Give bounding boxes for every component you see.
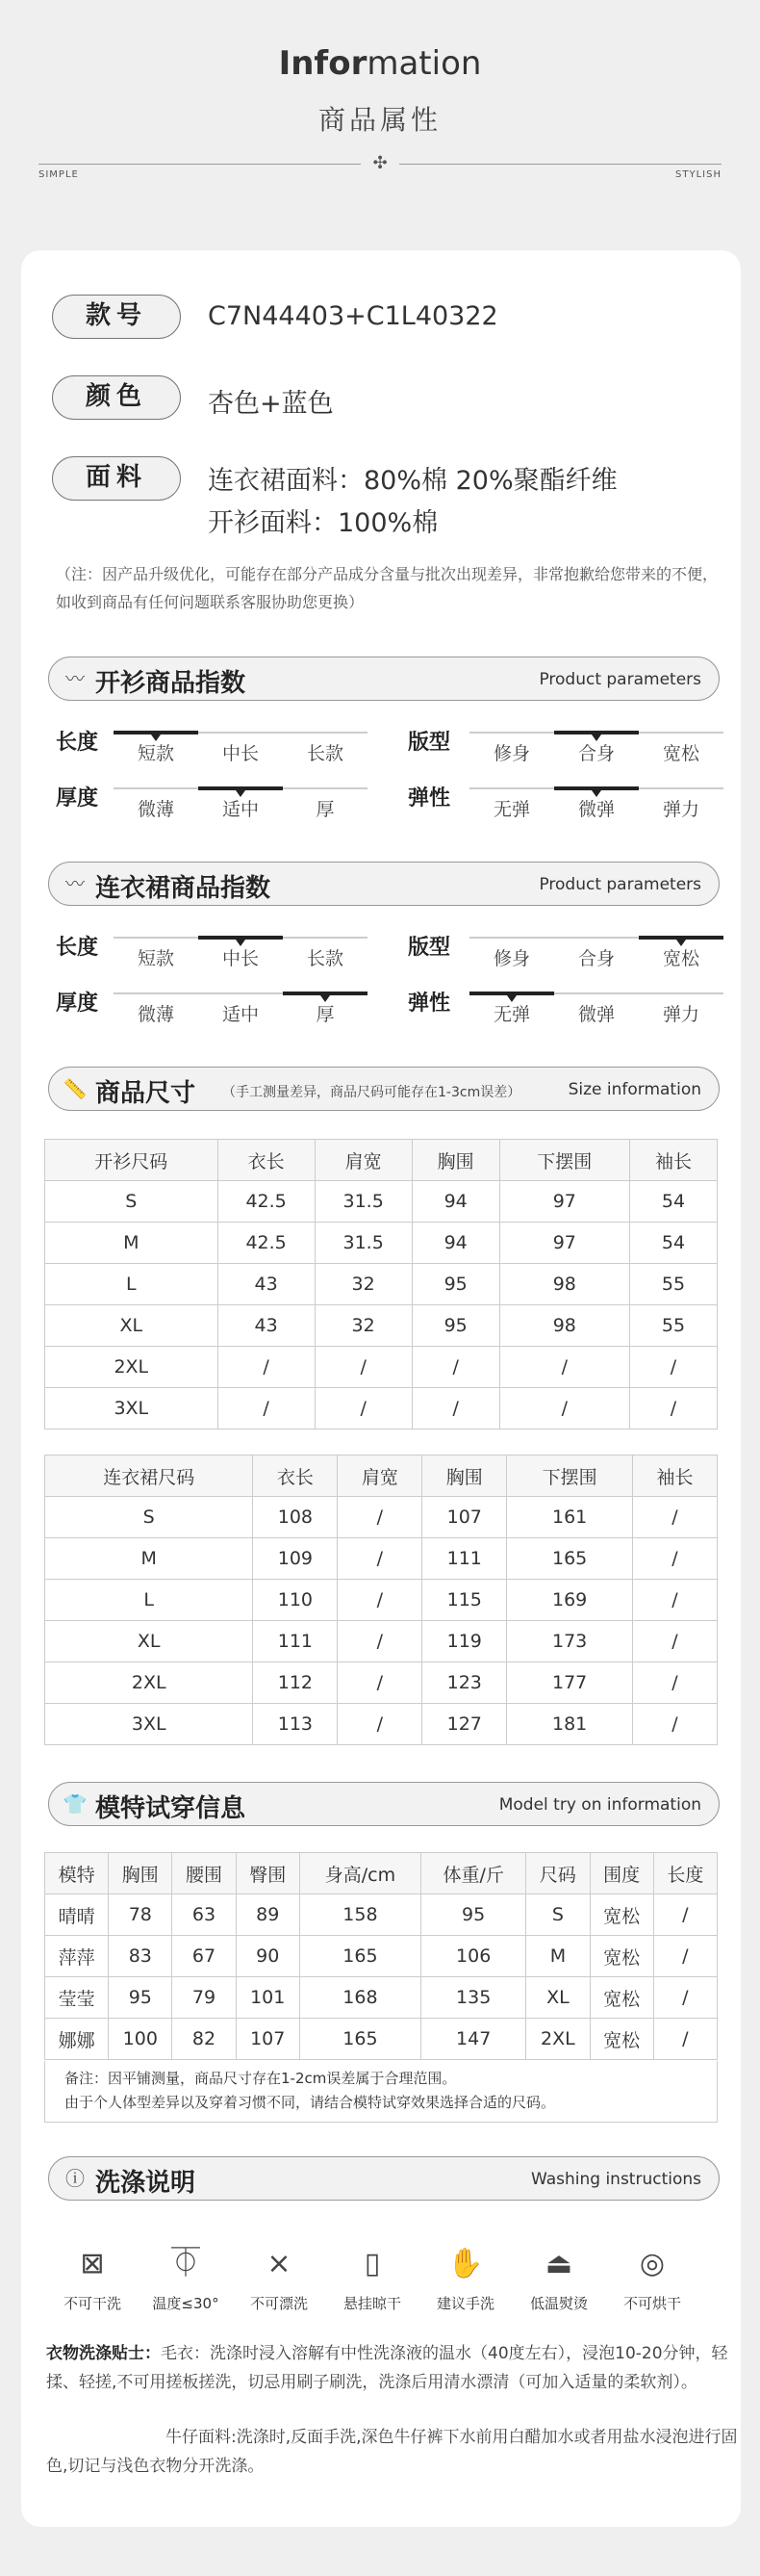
wash-label: 不可干洗 [63,2295,121,2312]
table-cell: 3XL [45,1388,218,1430]
section-subtitle: （手工测量差异，商品尺码可能存在1-3cm误差） [222,1085,521,1100]
table-cell: 98 [499,1264,629,1305]
index-option: 合身 [577,743,615,764]
table-cell: 43 [217,1264,315,1305]
index-option: 宽松 [662,948,699,969]
table-header-cell: 胸围 [412,1140,499,1181]
wash-item [233,2243,325,2313]
wash-item [46,2243,139,2313]
index-option: 适中 [221,799,259,820]
section-title: 商品尺寸 [95,1079,196,1108]
header-title: Information [278,44,482,83]
table-cell: 168 [299,1977,420,2019]
fabric-cardigan-value: 开衫面料：100%棉 [208,508,439,538]
size-section-header [48,1067,720,1111]
table-cell: 100 [109,2019,172,2060]
table-cell: L [45,1580,253,1621]
wash-item [513,2243,605,2313]
table-cell: 108 [253,1497,338,1538]
section-title: 模特试穿信息 [95,1794,246,1823]
table-cell: 95 [412,1305,499,1347]
table-cell: 2XL [45,1347,218,1388]
care-denim-text: 牛仔面料:洗涤时,反面手洗,深色牛仔裤下水前用白醋加水或者用盐水浸泡进行固色,切记与浅色衣物分开洗涤。 [46,2428,738,2476]
section-en-title: Size information [568,1080,701,1099]
wash-item [326,2243,418,2313]
header-divider-right [399,164,722,165]
wash-label: 温度≤30° [152,2295,219,2312]
table-header-cell: 肩宽 [315,1140,412,1181]
header-divider-left [38,164,361,165]
table-row [45,1388,718,1430]
table-cell: 90 [236,1936,299,1977]
left-index-label: 厚度 [56,786,99,811]
table-cell: 晴晴 [45,1894,109,1936]
index-option: 宽松 [662,743,699,764]
table-header-cell: 开衫尺码 [45,1140,218,1181]
style-number-value: C7N44403+C1L40322 [208,301,498,331]
cardigan-size-table [44,1139,718,1430]
model-table [44,1852,718,2060]
care-sweater-text: 毛衣：洗涤时浸入溶解有中性洗涤液的温水（40度左右），浸泡10-20分钟，轻揉、轻搓,不可用搓板搓洗，切忌用刷子刷洗，洗涤后用清水漂清（可加入适量的柔软剂）。 [46,2344,728,2392]
simple-tag: SIMPLE [38,169,79,180]
table-cell: 97 [499,1181,629,1223]
table-cell: 67 [172,1936,236,1977]
table-cell: 109 [253,1538,338,1580]
table-header-cell: 衣长 [253,1455,338,1497]
table-cell: 181 [507,1704,633,1745]
index-option: 中长 [221,948,259,969]
table-cell: 55 [629,1264,717,1305]
style-number-label: 款号 [52,295,181,339]
no-tumble-dry-icon: ◎ [639,2247,666,2280]
table-cell: 112 [253,1662,338,1704]
table-cell: 31.5 [315,1181,412,1223]
table-cell: / [633,1704,718,1745]
table-header-cell: 体重/斤 [421,1853,526,1894]
table-cell: 94 [412,1223,499,1264]
right-index-label: 版型 [408,936,451,960]
table-cell: 宽松 [590,2019,653,2060]
table-row [45,1181,718,1223]
table-cell: / [338,1662,422,1704]
table-row [45,1704,718,1745]
table-cell: 101 [236,1977,299,2019]
table-cell: / [629,1388,717,1430]
table-cell: / [315,1388,412,1430]
table-cell: / [412,1388,499,1430]
table-cell: / [653,1936,717,1977]
table-cell: 169 [507,1580,633,1621]
table-cell: / [499,1388,629,1430]
table-header-cell: 胸围 [422,1455,507,1497]
table-header-cell: 下摆围 [499,1140,629,1181]
table-header-cell: 袖长 [633,1455,718,1497]
table-cell: 83 [109,1936,172,1977]
cardigan-index-header [48,657,720,701]
table-row [45,1305,718,1347]
model-note-line: 备注：因平铺测量，商品尺寸存在1-2cm误差属于合理范围。 [64,2070,457,2087]
table-header-cell: 肩宽 [338,1455,422,1497]
table-row [45,2019,718,2060]
table-cell: 42.5 [217,1181,315,1223]
table-cell: / [217,1388,315,1430]
index-option: 适中 [221,1004,259,1025]
table-cell: / [633,1497,718,1538]
stylish-tag: STYLISH [675,169,722,180]
wash-item [139,2243,232,2313]
index-option: 弹力 [662,1004,699,1025]
index-option: 弹力 [662,799,699,820]
table-cell: 165 [299,1936,420,1977]
table-header-cell: 胸围 [109,1853,172,1894]
index-option: 长款 [306,948,343,969]
wash-label: 不可烘干 [622,2295,681,2312]
table-row [45,1977,718,2019]
table-row [45,1264,718,1305]
table-row [45,1223,718,1264]
table-cell: 79 [172,1977,236,2019]
upgrade-note: （注：因产品升级优化，可能存在部分产品成分含量与批次出现差异，非常抱歉给您带来的不便，如收到商品有任何问题联系客服协助您更换） [56,565,719,611]
table-row [45,1894,718,1936]
table-header-cell: 身高/cm [299,1853,420,1894]
table-cell: 萍萍 [45,1936,109,1977]
table-cell: 89 [236,1894,299,1936]
index-option: 修身 [493,948,530,969]
table-cell: 3XL [45,1704,253,1745]
table-header-cell: 衣长 [217,1140,315,1181]
index-option: 修身 [493,743,530,764]
table-cell: / [653,1894,717,1936]
table-header-cell: 下摆围 [507,1455,633,1497]
table-cell: 95 [412,1264,499,1305]
table-cell: M [45,1538,253,1580]
table-cell: 宽松 [590,1894,653,1936]
table-cell: 98 [499,1305,629,1347]
index-option: 厚 [316,799,335,820]
table-cell: 111 [422,1538,507,1580]
table-cell: 31.5 [315,1223,412,1264]
table-cell: 32 [315,1264,412,1305]
no-bleach-icon: ⨯ [266,2247,291,2280]
table-header-row [45,1455,718,1497]
table-cell: 娜娜 [45,2019,109,2060]
table-cell: / [412,1347,499,1388]
index-option: 微弹 [577,1004,615,1025]
fabric-dress-value: 连衣裙面料：80%棉 20%聚酯纤维 [208,466,618,496]
section-en-title: Model try on information [498,1795,701,1815]
table-cell: 107 [422,1497,507,1538]
no-dry-clean-icon: ⊠ [80,2247,105,2280]
trend-line-icon: 〰 [65,872,85,895]
table-cell: 43 [217,1305,315,1347]
trend-line-icon: 〰 [65,667,85,690]
index-option: 无弹 [493,1004,530,1025]
table-header-cell: 模特 [45,1853,109,1894]
table-cell: 2XL [526,2019,590,2060]
table-cell: 123 [422,1662,507,1704]
table-cell: / [315,1347,412,1388]
table-header-cell: 臀围 [236,1853,299,1894]
left-index-label: 长度 [56,936,99,960]
index-option: 厚 [316,1004,335,1025]
table-cell: / [338,1621,422,1662]
table-cell: 161 [507,1497,633,1538]
fabric-label: 面料 [52,456,181,501]
wash-label: 建议手洗 [436,2295,494,2312]
table-cell: 94 [412,1181,499,1223]
index-option: 短款 [137,743,174,764]
table-row [45,1497,718,1538]
table-cell: 173 [507,1621,633,1662]
table-cell: 106 [421,1936,526,1977]
left-index-label: 长度 [56,731,99,755]
table-cell: 2XL [45,1662,253,1704]
table-cell: / [629,1347,717,1388]
hand-wash-icon: ✋ [447,2247,484,2280]
table-cell: 54 [629,1223,717,1264]
care-lead: 衣物洗涤贴士： [46,2344,161,2363]
table-cell: 119 [422,1621,507,1662]
table-cell: S [45,1181,218,1223]
table-cell: S [45,1497,253,1538]
table-cell: 42.5 [217,1223,315,1264]
index-option: 合身 [577,948,615,969]
index-option: 长款 [306,743,343,764]
table-header-cell: 长度 [653,1853,717,1894]
table-header-cell: 袖长 [629,1140,717,1181]
hang-dry-icon: ▯ [364,2247,381,2280]
table-cell: / [633,1580,718,1621]
table-header-cell: 连衣裙尺码 [45,1455,253,1497]
table-row [45,1936,718,1977]
table-cell: 115 [422,1580,507,1621]
table-cell: 82 [172,2019,236,2060]
table-header-cell: 尺码 [526,1853,590,1894]
index-option: 中长 [221,743,259,764]
table-row [45,1662,718,1704]
index-option: 短款 [137,948,174,969]
table-header-cell: 腰围 [172,1853,236,1894]
section-title: 开衫商品指数 [95,669,246,698]
section-en-title: Washing instructions [530,2170,701,2189]
header-subtitle: 商品属性 [317,104,442,136]
table-cell: 135 [421,1977,526,2019]
table-cell: 113 [253,1704,338,1745]
table-header-row [45,1140,718,1181]
table-cell: / [338,1497,422,1538]
table-row [45,1621,718,1662]
table-cell: 165 [507,1538,633,1580]
right-index-label: 弹性 [408,992,451,1016]
table-cell: 127 [422,1704,507,1745]
table-cell: 78 [109,1894,172,1936]
table-cell: / [338,1704,422,1745]
table-cell: 55 [629,1305,717,1347]
table-cell: / [633,1621,718,1662]
care-tips [46,2339,739,2397]
ornament-icon: ✣ [372,153,388,173]
dress-size-table [44,1455,718,1745]
info-icon: ⓘ [65,2167,85,2190]
table-cell: 宽松 [590,1977,653,2019]
table-cell: 95 [109,1977,172,2019]
color-label: 颜色 [52,375,181,420]
model-note-line: 由于个人体型差异以及穿着习惯不同，请结合模特试穿效果选择合适的尺码。 [64,2094,556,2111]
table-cell: XL [45,1305,218,1347]
section-title: 连衣裙商品指数 [95,874,271,903]
table-cell: 54 [629,1181,717,1223]
section-en-title: Product parameters [539,875,701,894]
wash-item [606,2243,698,2313]
index-option: 微弹 [577,799,615,820]
table-cell: 莹莹 [45,1977,109,2019]
page-header [0,0,760,245]
right-index-label: 弹性 [408,786,451,811]
table-cell: / [653,1977,717,2019]
table-cell: 宽松 [590,1936,653,1977]
table-cell: XL [45,1621,253,1662]
table-header-row [45,1853,718,1894]
section-en-title: Product parameters [539,670,701,689]
wash-item [419,2243,512,2313]
table-cell: 63 [172,1894,236,1936]
table-cell: / [217,1347,315,1388]
wash-section-header [48,2156,720,2201]
iron-low-icon: ⏏ [545,2247,573,2280]
table-cell: XL [526,1977,590,2019]
table-cell: 165 [299,2019,420,2060]
table-cell: 32 [315,1305,412,1347]
dress-index-header [48,862,720,906]
table-cell: 111 [253,1621,338,1662]
table-cell: / [499,1347,629,1388]
index-option: 微薄 [137,799,174,820]
index-option: 无弹 [493,799,530,820]
table-cell: 107 [236,2019,299,2060]
table-cell: / [633,1662,718,1704]
index-option: 微薄 [137,1004,174,1025]
table-cell: / [338,1580,422,1621]
wash-30-icon: ⏁ [171,2247,200,2280]
wash-label: 悬挂晾干 [342,2295,401,2312]
wash-label: 低温熨烫 [529,2295,588,2312]
shirt-icon: 👕 [63,1792,88,1816]
left-index-label: 厚度 [56,992,99,1016]
table-cell: 95 [421,1894,526,1936]
table-header-cell: 围度 [590,1853,653,1894]
table-cell: 110 [253,1580,338,1621]
table-row [45,1538,718,1580]
table-row [45,1580,718,1621]
table-cell: L [45,1264,218,1305]
table-cell: / [633,1538,718,1580]
right-index-label: 版型 [408,731,451,755]
table-cell: M [526,1936,590,1977]
wash-label: 不可漂洗 [249,2295,308,2312]
table-cell: 158 [299,1894,420,1936]
table-cell: / [338,1538,422,1580]
table-row [45,1347,718,1388]
table-cell: M [45,1223,218,1264]
table-cell: 97 [499,1223,629,1264]
model-section-header [48,1782,720,1826]
section-title: 洗涤说明 [95,2169,196,2198]
model-note [44,2061,718,2123]
ruler-icon: 📏 [63,1077,88,1100]
color-value: 杏色+蓝色 [208,389,334,419]
table-cell: 177 [507,1662,633,1704]
table-cell: / [653,2019,717,2060]
table-cell: S [526,1894,590,1936]
table-cell: 147 [421,2019,526,2060]
